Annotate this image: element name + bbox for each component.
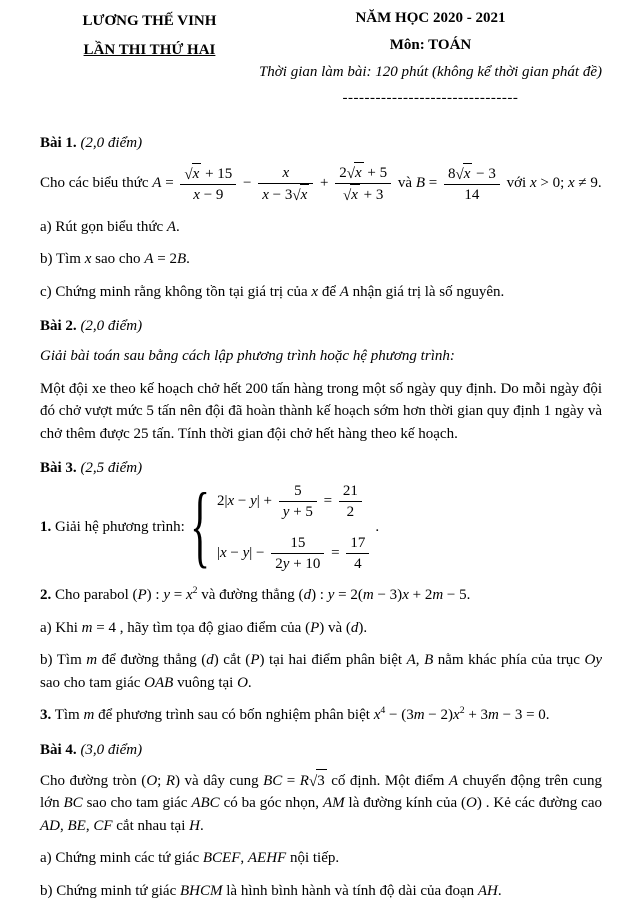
run-t: = [320, 493, 336, 509]
run-t: | [217, 545, 220, 561]
run-t: a) Khi [40, 620, 82, 636]
subject-name: Môn: TOÁN [259, 37, 602, 54]
run-i: BC [64, 795, 83, 811]
run-t: Cho parabol ( [51, 587, 137, 603]
run-t: = 2( [334, 587, 362, 603]
run-i: y [163, 587, 170, 603]
run-i: BC [263, 773, 282, 789]
run-i: A [449, 773, 458, 789]
equation-column [217, 481, 372, 574]
bai2-para [40, 378, 602, 446]
run-t: ; [157, 773, 166, 789]
run-t: b) Tìm [40, 652, 86, 668]
run-t: ) và ( [319, 620, 351, 636]
bai1-formula [40, 162, 602, 206]
run-t: ). [358, 620, 367, 636]
run-t: | + [257, 493, 276, 509]
run-t: = [425, 175, 441, 191]
run-t: ) tại hai điểm phân biệt [259, 652, 406, 668]
fraction [444, 163, 500, 206]
run-t: Tìm [51, 707, 83, 723]
run-i: BE [68, 818, 86, 834]
run-t: ≠ 9. [575, 175, 602, 191]
run-t: để [318, 284, 340, 300]
run-t: 4 [354, 556, 362, 572]
run-t: Giải hệ phương trình: [51, 519, 185, 535]
run-t: 17 [350, 535, 365, 551]
run-t: − 3) [374, 587, 402, 603]
run-i: B [177, 251, 186, 267]
run-i: x [262, 187, 269, 203]
fraction [346, 533, 369, 575]
run-b: Bài 3. [40, 460, 77, 476]
bai3-2 [40, 584, 602, 607]
divider-dashes: -------------------------------- [259, 90, 602, 107]
run-i: B [424, 652, 433, 668]
run-i: x [453, 707, 460, 723]
run-t: 2| [217, 493, 228, 509]
run-t: = 2 [153, 251, 176, 267]
run-b: Bài 2. [40, 318, 77, 334]
sqrt-radical: √x [292, 184, 309, 205]
run-i: A [152, 175, 161, 191]
bai4-para [40, 769, 602, 838]
duration-note: Thời gian làm bài: 120 phút (không kể thời gian phát đề) [259, 64, 602, 81]
run-t: , [60, 818, 68, 834]
run-b: Bài 1. [40, 135, 77, 151]
run-i: x [351, 187, 358, 203]
run-i: d [206, 652, 214, 668]
run-t: 15 [290, 535, 305, 551]
run-i: m [414, 707, 425, 723]
run-t: cố định. Một điểm [327, 773, 449, 789]
bai3-heading [40, 460, 602, 477]
run-i: A [167, 219, 176, 235]
run-t: − 5. [443, 587, 470, 603]
run-i: AEHF [248, 850, 286, 866]
run-i: P [137, 587, 146, 603]
run-t: − [234, 493, 250, 509]
run-t: . [248, 675, 252, 691]
run-t: | − [249, 545, 268, 561]
run-t: − [239, 175, 255, 191]
system-tail: . [375, 516, 379, 539]
run-t: ) cắt ( [214, 652, 251, 668]
run-i: y [243, 545, 250, 561]
run-t: a) Rút gọn biểu thức [40, 219, 167, 235]
run-i: x [311, 284, 318, 300]
fraction [271, 533, 324, 575]
run-t: cắt nhau tại [113, 818, 190, 834]
run-i: (2,0 điểm) [77, 318, 142, 334]
run-b: 1. [40, 519, 51, 535]
run-i: AM [323, 795, 345, 811]
run-i: ABC [191, 795, 219, 811]
run-i: m [432, 587, 443, 603]
run-t: − 3 = 0. [499, 707, 550, 723]
run-t: 8 [448, 166, 456, 182]
run-t: ) và dây cung [175, 773, 263, 789]
run-i: B [416, 175, 425, 191]
run-t: Một đội xe theo kế hoạch chở hết 200 tấn hàng trong một số ngày quy định. Do mỗi ngày đội đó chở vượt mức 5 tấn nên đội đã hoàn thành kế hoạch sớm hơn thời gian quy định 1 ngày và chở thêm được 25 tấn. Tính thời gian đội chở hết hàng theo kế hoạch. [40, 381, 602, 442]
run-t: − 3 [472, 166, 495, 182]
run-i: y [283, 504, 290, 520]
run-t: , [416, 652, 424, 668]
run-t: = [327, 545, 343, 561]
run-t: + 15 [201, 166, 232, 182]
run-t: 2 [339, 165, 347, 181]
run-t: nhận giá trị là số nguyên. [349, 284, 504, 300]
run-sup: 4 [380, 705, 385, 716]
run-t: vuông tại [173, 675, 237, 691]
run-t: = 4 , hãy tìm tọa độ giao điểm của ( [93, 620, 311, 636]
run-i: m [86, 652, 97, 668]
run-t: + 2 [409, 587, 432, 603]
run-t: 2 [275, 556, 283, 572]
run-i: (2,0 điểm) [77, 135, 142, 151]
run-i: d [304, 587, 312, 603]
run-i: x [220, 545, 227, 561]
run-i: m [83, 707, 94, 723]
sqrt-radical: √x [184, 163, 201, 184]
sqrt-radical: √x [343, 184, 360, 205]
run-t: chuyển động trên cung lớn [40, 773, 602, 812]
run-i: OAB [144, 675, 173, 691]
run-i: x [568, 175, 575, 191]
run-i: Oy [585, 652, 603, 668]
run-sup: 2 [193, 585, 198, 596]
bai2-heading [40, 318, 602, 335]
run-t: Cho đường tròn ( [40, 773, 146, 789]
bai1-b [40, 248, 602, 271]
run-t: , [86, 818, 94, 834]
sqrt-radical: √x [455, 163, 472, 184]
run-i: x [193, 166, 200, 182]
run-t: 21 [343, 483, 358, 499]
run-i: x [85, 251, 92, 267]
run-t: 3 [317, 773, 325, 789]
exam-header [40, 10, 602, 107]
run-i: P [250, 652, 259, 668]
header-right-block [259, 10, 602, 107]
run-t: . [498, 883, 502, 899]
run-t: + 5 [289, 504, 312, 520]
run-i: A [340, 284, 349, 300]
run-i: y [283, 556, 290, 572]
bai2-note [40, 345, 602, 368]
run-t: + 10 [289, 556, 320, 572]
run-t: ) . Kẻ các đường cao [477, 795, 602, 811]
bai4-heading [40, 742, 602, 759]
run-t: 5 [294, 483, 302, 499]
run-t: có ba góc nhọn, [220, 795, 323, 811]
run-i: O [466, 795, 477, 811]
run-i: P [310, 620, 319, 636]
run-t: . [176, 219, 180, 235]
run-t: . [200, 818, 204, 834]
run-t: − 2) [425, 707, 453, 723]
run-i: AD [40, 818, 60, 834]
run-t: − 9 [200, 187, 223, 203]
run-t: sao cho tam giác [83, 795, 192, 811]
bai1-c [40, 281, 602, 304]
run-i: x [355, 165, 362, 181]
run-t: nội tiếp. [286, 850, 339, 866]
fraction [279, 481, 317, 523]
run-i: H [189, 818, 200, 834]
run-i: O [146, 773, 157, 789]
fraction [180, 163, 236, 206]
run-t: = [161, 175, 177, 191]
run-t: để phương trình sau có bốn nghiệm phân biệt [94, 707, 373, 723]
run-t: b) Tìm [40, 251, 85, 267]
run-t: nằm khác phía của trục [433, 652, 584, 668]
run-t: và [394, 175, 416, 191]
run-i: (2,5 điểm) [77, 460, 142, 476]
bai3-2a [40, 617, 602, 640]
run-i: x [530, 175, 537, 191]
bai4-a [40, 847, 602, 870]
run-i: y [250, 493, 257, 509]
run-i: A [144, 251, 153, 267]
run-t: Cho các biểu thức [40, 175, 152, 191]
run-t: + [316, 175, 332, 191]
run-t: và đường thẳng ( [198, 587, 304, 603]
bai3-3 [40, 704, 602, 727]
fraction [258, 163, 313, 206]
run-t: − 3 [269, 187, 292, 203]
run-t: với [503, 175, 530, 191]
run-t: để đường thẳng ( [97, 652, 206, 668]
run-b: 3. [40, 707, 51, 723]
run-t: a) Chứng minh các tứ giác [40, 850, 203, 866]
sqrt-radical: √x [347, 162, 364, 183]
run-t: = [282, 773, 300, 789]
run-i: Giải bài toán sau bằng cách lập phương trình hoặc hệ phương trình: [40, 348, 455, 364]
run-b: Bài 4. [40, 742, 77, 758]
run-i: x [186, 587, 193, 603]
school-name: LƯƠNG THẾ VINH [40, 13, 259, 30]
run-i: A [407, 652, 416, 668]
run-t: 2 [347, 504, 355, 520]
bai3-2b [40, 649, 602, 694]
run-i: O [237, 675, 248, 691]
run-t: 14 [464, 187, 479, 203]
run-t: + 3 [360, 187, 383, 203]
school-year: NĂM HỌC 2020 - 2021 [259, 10, 602, 27]
run-i: m [363, 587, 374, 603]
run-t: c) Chứng minh rằng không tồn tại giá trị của [40, 284, 311, 300]
run-i: BCEF [203, 850, 241, 866]
run-i: x [374, 707, 381, 723]
run-i: x [227, 493, 234, 509]
run-t: = [170, 587, 186, 603]
run-i: m [82, 620, 93, 636]
run-i: (3,0 điểm) [77, 742, 142, 758]
run-t: sao cho tam giác [40, 675, 144, 691]
run-b: 2. [40, 587, 51, 603]
run-t: sao cho [91, 251, 144, 267]
bai1-heading [40, 135, 602, 152]
run-i: CF [93, 818, 112, 834]
run-i: m [488, 707, 499, 723]
fraction [339, 481, 362, 523]
run-t: là hình bình hành và tính độ dài của đoạn [223, 883, 478, 899]
system-label [40, 516, 185, 539]
header-left-block [40, 10, 259, 107]
run-t: , [240, 850, 248, 866]
equation-line-1 [217, 481, 372, 523]
run-t: ) : [147, 587, 164, 603]
run-i: x [464, 166, 471, 182]
bai3-1 [40, 481, 602, 574]
fraction [335, 162, 391, 206]
run-t: − [227, 545, 243, 561]
run-t: ) : [311, 587, 328, 603]
exam-body [40, 135, 602, 902]
run-i: BHCM [180, 883, 223, 899]
run-t: + 5 [364, 165, 387, 181]
run-t: là đường kính của ( [345, 795, 466, 811]
run-t: − (3 [385, 707, 413, 723]
system-brace: { [190, 482, 210, 574]
run-i: x [402, 587, 409, 603]
run-i: y [328, 587, 335, 603]
run-i: R [300, 773, 309, 789]
run-i: AH [478, 883, 498, 899]
equation-line-2 [217, 533, 372, 575]
sqrt-radical: √3 [309, 769, 327, 793]
run-i: x [301, 187, 308, 203]
run-t: > 0; [537, 175, 568, 191]
bai4-b [40, 880, 602, 902]
run-i: x [282, 165, 289, 181]
bai1-a [40, 216, 602, 239]
run-sup: 2 [460, 705, 465, 716]
run-t: b) Chứng minh tứ giác [40, 883, 180, 899]
run-t: + 3 [465, 707, 488, 723]
run-i: d [351, 620, 359, 636]
run-t: . [186, 251, 190, 267]
exam-round: LẦN THI THỨ HAI [40, 42, 259, 59]
run-i: R [166, 773, 175, 789]
run-i: x [193, 187, 200, 203]
